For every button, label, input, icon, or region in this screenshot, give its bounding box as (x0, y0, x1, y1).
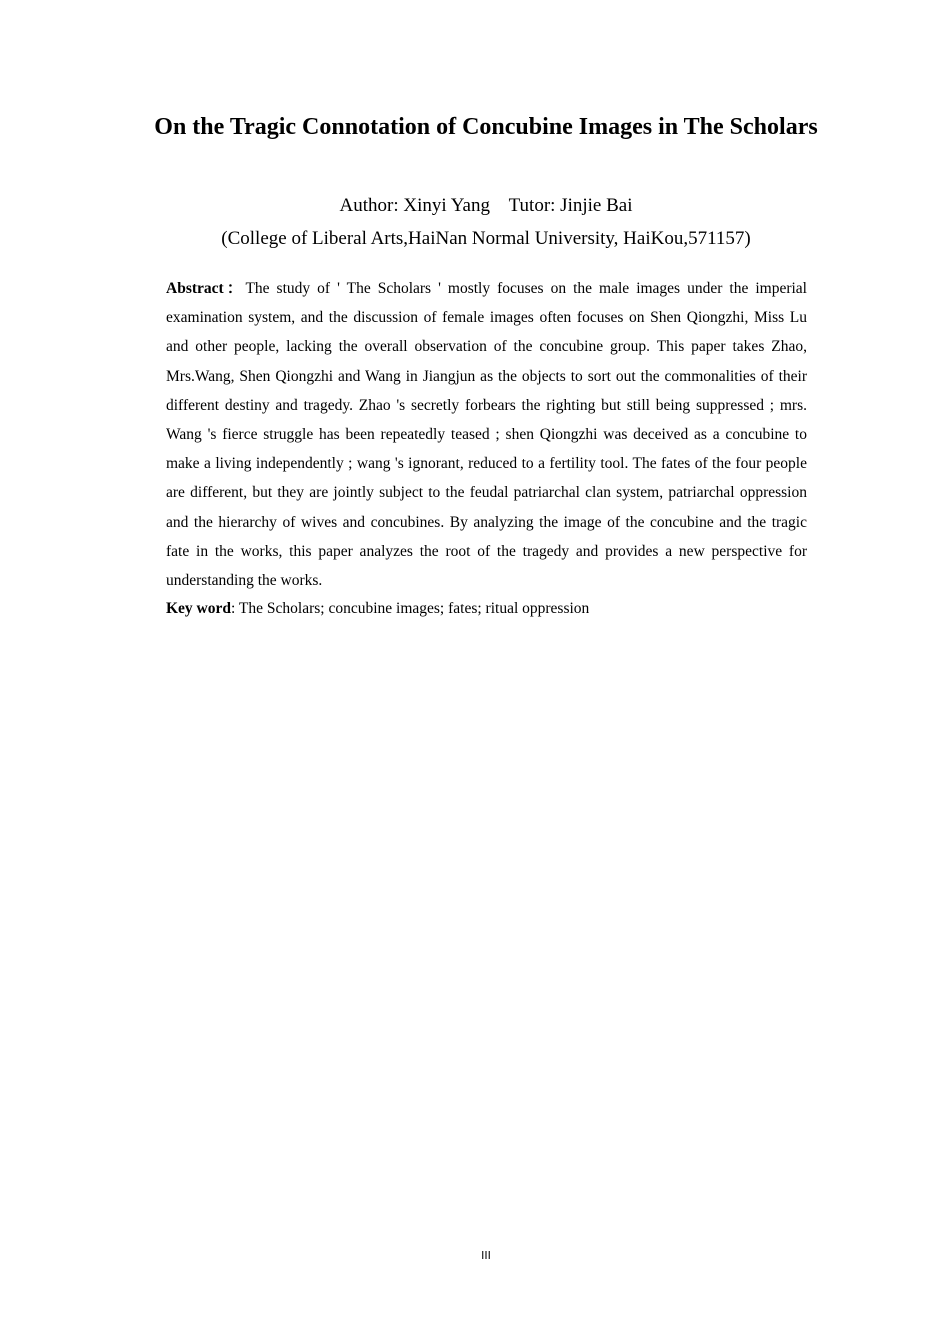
paper-title: On the Tragic Connotation of Concubine Images in The Scholars (154, 114, 818, 140)
abstract-text: The study of ' The Scholars ' mostly focuses on the male images under the imperial examination system, and the discussion of female images often focuses on Shen Qiongzhi, Miss Lu and other people, lacking the overall observation of the concubine group. This paper takes Zhao, Mrs.Wang, Shen Qiongzhi and Wang in Jiangjun as the objects to sort out the commonalities of their different destiny and tragedy. Zhao 's secretly forbears the righting but still being suppressed ; mrs. Wang 's fierce struggle has been repeatedly teased ; shen Qiongzhi was deceived as a concubine to make a living independently ; wang 's ignorant, reduced to a fertility tool. The fates of the four people are different, but they are jointly subject to the feudal patriarchal clan system, patriarchal oppression and the hierarchy of wives and concubines. By analyzing the image of the concubine and the tragic fate in the works, this paper analyzes the root of the tragedy and provides a new perspective for understanding the works. (166, 280, 807, 590)
author-tutor-line: Author: Xinyi Yang Tutor: Jinjie Bai (339, 195, 633, 216)
keywords-label: Key word (166, 600, 232, 617)
keywords-paragraph (166, 596, 807, 622)
affiliation-line: (College of Liberal Arts,HaiNan Normal University, HaiKou,571157) (221, 228, 751, 249)
abstract-paragraph (166, 274, 807, 595)
keywords-text: : The Scholars; concubine images; fates; ritual oppression (231, 600, 590, 617)
abstract-label: Abstract： (166, 280, 246, 297)
page-number: III (481, 1249, 491, 1262)
